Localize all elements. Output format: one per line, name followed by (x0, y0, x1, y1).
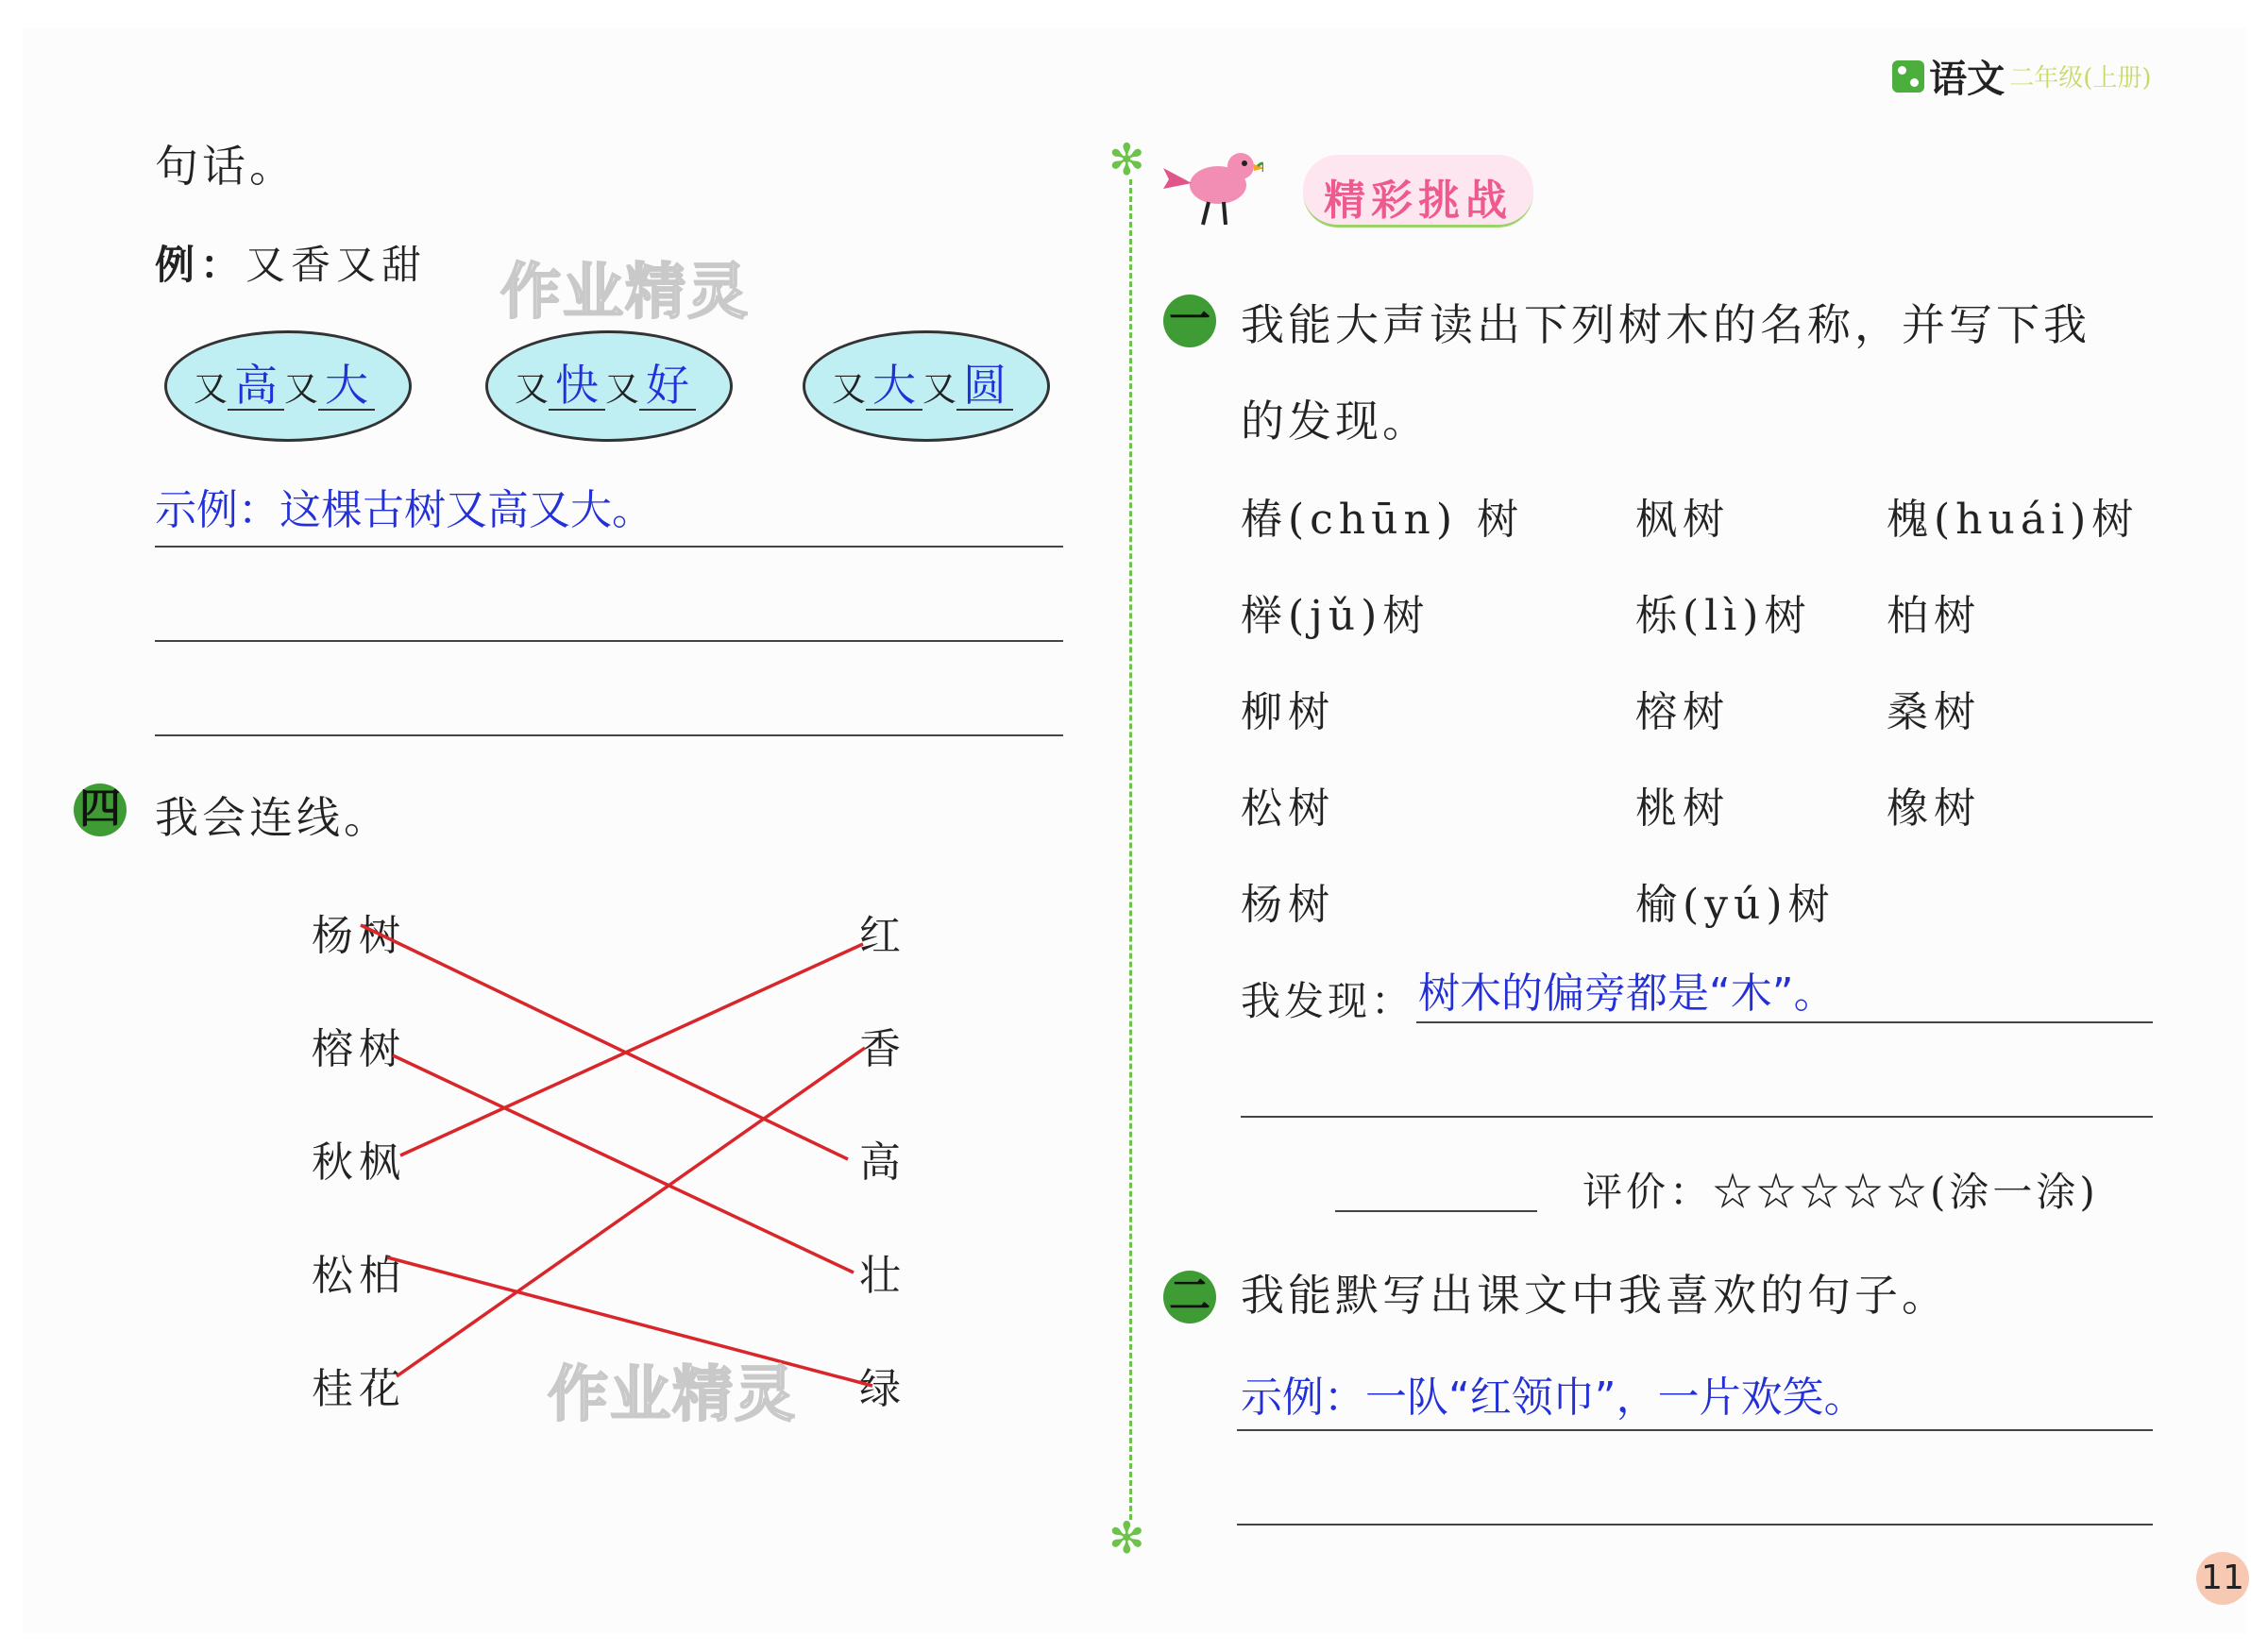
subject-title: 语文 (1929, 58, 2006, 101)
page-number: 11 (2196, 1552, 2249, 1605)
workbook-page (23, 28, 2247, 1633)
tree-name: 松树 (1241, 784, 1335, 833)
answer-line (1416, 1021, 2153, 1023)
tree-name: 柏树 (1887, 592, 1981, 640)
answer-line (1241, 1116, 2153, 1118)
tree-name: 槐(huái)树 (1887, 496, 2140, 544)
watermark: 作业精灵 (500, 258, 750, 328)
match-left-item: 桂花 (312, 1365, 406, 1413)
example-label: 例： (155, 242, 246, 288)
challenge-title-banner (1303, 155, 1533, 228)
subject-logo-icon (1892, 60, 1924, 93)
tree-name: 榆(yú)树 (1635, 881, 1836, 929)
tree-name: 栎(lì)树 (1635, 592, 1812, 640)
match-right-item: 香 (859, 1025, 906, 1073)
sentence-answer: 示例：这棵古树又高又大。 (155, 486, 653, 534)
match-left-item: 榕树 (312, 1025, 406, 1073)
column-divider (1129, 179, 1132, 1520)
oval-blank-2: 又 快 又 好 (485, 330, 733, 442)
oval-blank-3: 又 大 又 圆 (803, 330, 1050, 442)
continuation-text: 句话。 (155, 141, 296, 192)
example-line (155, 234, 427, 291)
divider-flower-icon: ✻ (1109, 1512, 1145, 1563)
grade-label: 二年级(上册) (2009, 64, 2152, 93)
oval-answer: 大 (318, 362, 375, 411)
match-line (393, 1055, 854, 1273)
oval-answer: 圆 (956, 362, 1013, 411)
tree-name: 杨树 (1241, 881, 1335, 929)
tree-name: 榉(jǔ)树 (1241, 592, 1430, 640)
tree-name: 桑树 (1887, 688, 1981, 736)
match-right-item: 高 (859, 1138, 906, 1187)
tree-name: 橡树 (1887, 784, 1981, 833)
match-left-item: 杨树 (312, 912, 406, 960)
match-left-item: 秋枫 (312, 1138, 406, 1187)
answer-line (155, 640, 1063, 642)
oval-blank-1: 又 高 又 大 (164, 330, 412, 442)
section-4-title: 我会连线。 (155, 792, 391, 843)
tree-name: 椿(chūn) 树 (1241, 496, 1524, 544)
answer-line (155, 546, 1063, 548)
section-badge-4: 四 (74, 784, 127, 836)
oval-answer: 快 (549, 362, 605, 411)
match-line (400, 944, 863, 1155)
match-line (361, 925, 848, 1159)
section-2-answer: 示例：一队“红领巾”，一片欢笑。 (1241, 1374, 1866, 1422)
match-right-item: 红 (859, 912, 906, 960)
section-badge-2: 二 (1163, 1271, 1216, 1323)
answer-line (1237, 1524, 2153, 1526)
tree-name: 榕树 (1635, 688, 1730, 736)
section-1-title-line2: 的发现。 (1241, 396, 1430, 447)
example-text: 又香又甜 (245, 242, 428, 288)
oval-answer: 大 (866, 362, 922, 411)
rating-blank-line (1335, 1210, 1537, 1212)
rating-text: 评价：☆☆☆☆☆(涂一涂) (1583, 1169, 2099, 1215)
subject-header (1892, 49, 2151, 103)
match-left-item: 松柏 (312, 1252, 406, 1300)
section-1-title-line1: 我能大声读出下列树木的名称，并写下我 (1241, 299, 2090, 350)
finding-answer: 树木的偏旁都是“木”。 (1418, 969, 1836, 1018)
answer-line (1237, 1429, 2153, 1431)
section-badge-1: 一 (1163, 295, 1216, 347)
finding-label: 我发现： (1241, 978, 1415, 1024)
match-right-item: 绿 (859, 1365, 906, 1413)
bird-icon (1159, 140, 1263, 234)
tree-name: 柳树 (1241, 688, 1335, 736)
challenge-title: 精彩挑战 (1324, 177, 1513, 225)
tree-name: 桃树 (1635, 784, 1730, 833)
section-2-title: 我能默写出课文中我喜欢的句子。 (1241, 1270, 1949, 1321)
divider-flower-icon: ✻ (1109, 134, 1145, 185)
watermark: 作业精灵 (548, 1360, 797, 1430)
match-right-item: 壮 (859, 1252, 906, 1300)
answer-line (155, 734, 1063, 736)
oval-answer: 高 (228, 362, 284, 411)
oval-answer: 好 (639, 362, 696, 411)
tree-name: 枫树 (1635, 496, 1730, 544)
match-line (397, 1048, 865, 1376)
